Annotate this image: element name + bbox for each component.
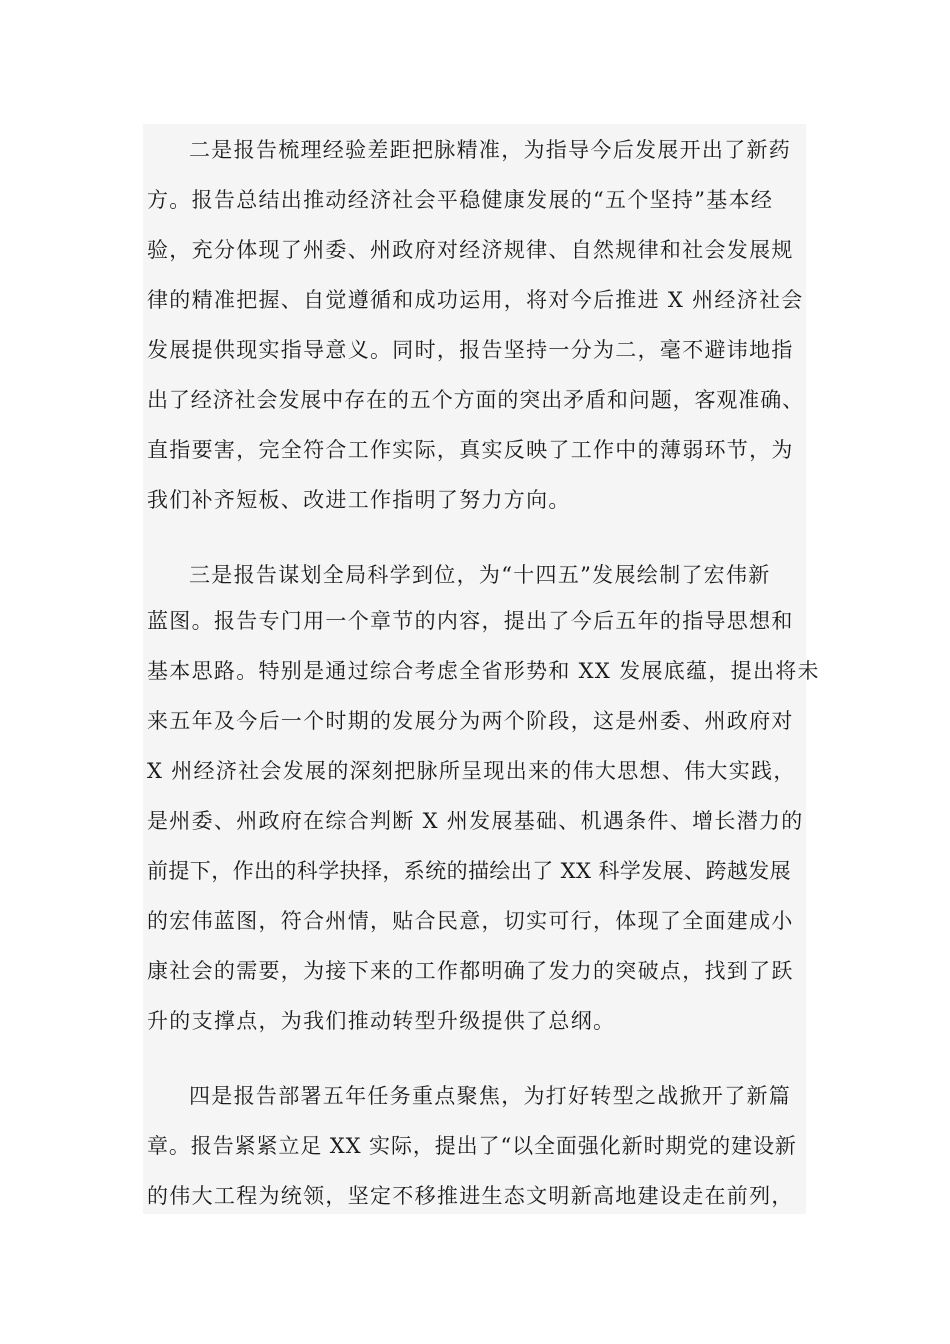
paragraph-2-line-2: 蓝图。报告专门用一个章节的内容，提出了今后五年的指导思想和 <box>147 609 794 633</box>
paragraph-2-line-6: 是州委、州政府在综合判断 X 州发展基础、机遇条件、增长潜力的 <box>147 809 804 833</box>
paragraph-1-line-5: 发展提供现实指导意义。同时，报告坚持一分为二，毫不避讳地指 <box>147 338 794 362</box>
paragraph-3-line-3: 的伟大工程为统领，坚定不移推进生态文明新高地建设走在前列， <box>147 1184 794 1208</box>
paragraph-1-line-2: 方。报告总结出推动经济社会平稳健康发展的“五个坚持”基本经 <box>147 188 774 212</box>
paragraph-1-line-8: 我们补齐短板、改进工作指明了努力方向。 <box>147 488 571 512</box>
paragraph-1-line-6: 出了经济社会发展中存在的五个方面的突出矛盾和问题，客观准确、 <box>147 388 804 412</box>
paragraph-2-line-9: 康社会的需要，为接下来的工作都明确了发力的突破点，找到了跃 <box>147 959 794 983</box>
paragraph-1-line-3: 验，充分体现了州委、州政府对经济规律、自然规律和社会发展规 <box>147 238 794 262</box>
paragraph-2-line-10: 升的支撑点，为我们推动转型升级提供了总纲。 <box>147 1009 616 1033</box>
paragraph-2-line-4: 来五年及今后一个时期的发展分为两个阶段，这是州委、州政府对 <box>147 709 794 733</box>
paragraph-2-line-3: 基本思路。特别是通过综合考虑全省形势和 XX 发展底蕴，提出将未 <box>147 659 820 683</box>
paragraph-2-line-7: 前提下，作出的科学抉择，系统的描绘出了 XX 科学发展、跨越发展 <box>147 859 792 883</box>
paragraph-2-line-1: 三是报告谋划全局科学到位，为“十四五”发展绘制了宏伟新 <box>189 563 771 587</box>
paragraph-3-line-2: 章。报告紧紧立足 XX 实际，提出了“以全面强化新时期党的建设新 <box>147 1134 797 1158</box>
paragraph-2-line-5: X 州经济社会发展的深刻把脉所呈现出来的伟大思想、伟大实践， <box>147 759 796 783</box>
paragraph-3-line-1: 四是报告部署五年任务重点聚焦，为打好转型之战掀开了新篇 <box>189 1084 792 1108</box>
paragraph-1-line-7: 直指要害，完全符合工作实际，真实反映了工作中的薄弱环节，为 <box>147 438 794 462</box>
paragraph-1-line-1: 二是报告梳理经验差距把脉精准，为指导今后发展开出了新药 <box>189 138 792 162</box>
paragraph-2-line-8: 的宏伟蓝图，符合州情，贴合民意，切实可行，体现了全面建成小 <box>147 909 794 933</box>
paragraph-1-line-4: 律的精准把握、自觉遵循和成功运用，将对今后推进 X 州经济社会 <box>147 288 804 312</box>
